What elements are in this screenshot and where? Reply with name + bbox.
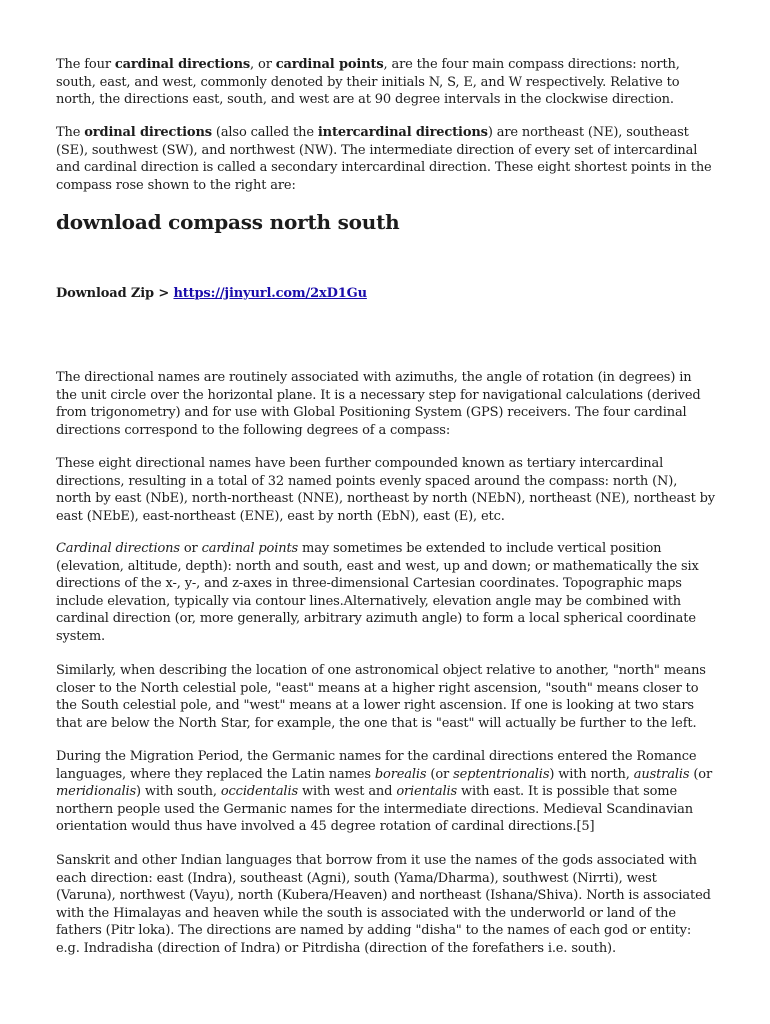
italic-term: borealis: [374, 766, 427, 782]
paragraph-azimuths: The directional names are routinely associated with azimuths, the angle of rotation (in degrees) in the unit circle over the horizontal plane. It is a necessary step for navigational calculations (derived from trigonometry) and for use with Global Positioning System (GPS) receivers. The four cardinal directions correspond to the following degrees of a compass:: [56, 370, 701, 438]
download-line: [56, 285, 716, 303]
bold-term: cardinal directions: [114, 57, 251, 72]
paragraph-migration-period: [56, 748, 716, 836]
text-run: (also called the: [211, 125, 318, 140]
text-run: (or: [689, 766, 713, 782]
download-link[interactable]: https://jinyurl.com/2xD1Gu: [173, 286, 367, 301]
bold-term: ordinal directions: [84, 125, 212, 140]
paragraph-ordinal-directions: [56, 124, 716, 194]
paragraph-sanskrit: Sanskrit and other Indian languages that borrow from it use the names of the gods associated with each direction: east (Indra), southeast (Agni), south (Yama/Dharma), southwest (Nirrti), west (Varuna), northwest (Vayu), north (Kubera/Heaven) and northeast (Ishana/Shiva). North is associated with the Himalayas and heaven while the south is associated with the underworld or land of the fathers (Pitr loka). The directions are named by adding "disha" to the names of each god or entity: e.g. Indradisha (direction of Indra) or Pitrdisha (direction of the forefathers i.e. south).: [56, 853, 711, 956]
paragraph-astronomical: Similarly, when describing the location of one astronomical object relative to another, "north" means closer to the North celestial pole, "east" means at a higher right ascension, "south" means closer to the South celestial pole, and "west" means at a lower right ascension. If one is looking at two stars that are below the North Star, for example, the one that is "east" will actually be further to the left.: [56, 663, 706, 731]
text-run: with east. It is possible that some northern people used the Germanic names for the intermediate directions. Medieval Scandinavian orientation would thus have involved a 45 degree rotation of cardinal directions.[5]: [56, 784, 693, 835]
text-run: may sometimes be extended to include vertical position (elevation, altitude, depth): north and south, east and west, up and down; or mathematically the six directions of the x-, y-, and z-axes in three-dimensional Cartesian coordinates. Topographic maps include elevation, typically via contour lines.Alternatively, elevation angle may be combined with cardinal direction (or, more generally, arbitrary azimuth angle) to form a local spherical coordinate system.: [56, 541, 699, 644]
page-heading: download compass north south: [56, 210, 400, 234]
text-run: The four: [56, 57, 115, 72]
text-run: , are the four main compass directions: north, south, east, and west, commonly denoted by their initials N, S, E, and W respectively. Relative to north, the directions east, south, and west are at 90 degree intervals in the clockwise direction.: [56, 57, 680, 108]
paragraph-vertical-position: [56, 540, 716, 646]
text-run: with west and: [297, 784, 397, 800]
italic-term: meridionalis: [56, 784, 137, 800]
text-run: ) are northeast (NE), southeast (SE), southwest (SW), and northwest (NW). The intermediate direction of every set of intercardinal and cardinal direction is called a secondary intercardinal direction. These eight shortest points in the compass rose shown to the right are:: [56, 125, 712, 193]
italic-term: australis: [633, 766, 690, 782]
bold-term: intercardinal directions: [317, 125, 488, 140]
paragraph-cardinal-directions: [56, 56, 716, 109]
text-run: , or: [250, 57, 276, 72]
paragraph-tertiary-directions: These eight directional names have been further compounded known as tertiary intercardinal directions, resulting in a total of 32 named points evenly spaced around the compass: north (N), north by east (NbE), north-northeast (NNE), northeast by north (NEbN), northeast (NE), northeast by east (NEbE), east-northeast (ENE), east by north (EbN), east (E), etc.: [56, 456, 715, 524]
text-run: (or: [426, 766, 454, 782]
download-label: Download Zip >: [56, 286, 174, 301]
bold-term: cardinal points: [275, 57, 384, 72]
text-run: ) with north,: [549, 766, 634, 782]
italic-term: occidentalis: [220, 784, 298, 800]
italic-term: Cardinal directions: [56, 541, 180, 556]
text-run: or: [179, 541, 202, 556]
text-run: During the Migration Period, the Germanic names for the cardinal directions entered the Romance languages, where they replaced the Latin names: [56, 749, 697, 782]
text-run: The: [56, 125, 85, 140]
italic-term: septentrionalis: [453, 766, 550, 782]
italic-term: orientalis: [396, 784, 458, 800]
text-run: ) with south,: [136, 784, 221, 800]
italic-term: cardinal points: [201, 541, 299, 556]
